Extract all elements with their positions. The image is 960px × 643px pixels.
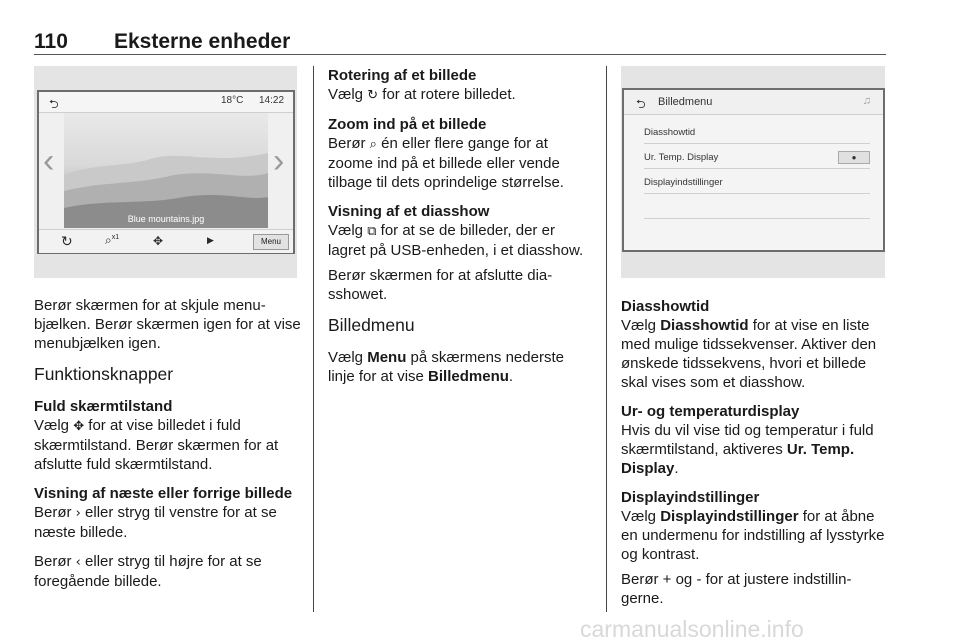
fullscreen-icon: ✥ [73,419,85,434]
mountains-image [64,113,268,228]
clock-temp-text: Hvis du vil vise tid og temperatur i fuld skærmtilstand, aktiveres Ur. Temp. Display. [621,422,874,477]
watermark: carmanualsonline.info [580,616,804,642]
section-title-funktionsknapper: Funktionsknapper [34,364,174,384]
rotate-icon: ↻ [367,88,379,103]
picture-menu-screenshot [621,66,885,278]
rotate-text: Vælg ↻ for at rotere billedet. [328,86,516,103]
photo [64,113,268,228]
rotate-icon[interactable]: ↻ [61,233,73,249]
photo-caption: Blue mountains.jpg [127,214,205,224]
display-frame [37,90,295,254]
back-icon[interactable]: ⮌ [636,97,646,111]
column-3 [621,297,889,618]
heading-slideshow: Visning af et diasshow [328,203,490,220]
play-icon[interactable]: ▶ [207,235,214,245]
page-header [34,30,886,52]
menu-text: Vælg Menu på skærmens nederste linje for at vise Billedmenu. [328,349,564,385]
zoom-icon[interactable]: ⌕$^{x1}$ [105,233,120,247]
column-2 [328,66,590,396]
clock: 14:22 [259,95,285,106]
heading-rotate: Rotering af et billede [328,67,477,84]
intro-text: Berør skærmen for at skjule menubjælken. Berør skærmen igen for at vise menubjælken igen. [34,297,301,352]
column-divider-right [606,66,607,612]
chevron-left-icon: ‹ [75,555,81,570]
heading-fullscreen: Fuld skærmtilstand [34,398,173,415]
menu-item-empty [644,197,870,219]
adjust-text: Berør + og - for at justere indstillingerne. [621,571,852,607]
prev-text: Berør ‹ eller stryg til højre for at se foregående billede. [34,553,262,590]
menu-button[interactable]: Menu [253,234,289,250]
column-divider-left [313,66,314,612]
next-text: Berør › eller stryg til venstre for at se næste billede. [34,504,277,541]
slideshow-text: Vælg ⧉ for at se de billeder, der er lagret på USB-enheden, i et diasshow. [328,222,584,259]
status-bar [39,92,293,113]
page-title: Eksterne enheder [114,30,291,53]
display-frame [622,88,885,252]
chevron-right-icon: › [75,506,81,521]
toggle-icon[interactable]: ● [838,151,870,164]
header-rule [34,54,886,55]
heading-diasshowtid: Diasshowtid [621,298,710,315]
page-number: 110 [34,30,68,53]
menu-item-displayindstillinger[interactable]: Displayindstillinger [644,172,870,194]
slideshow-icon: ⧉ [367,224,377,239]
section-title-billedmenu: Billedmenu [328,315,415,335]
heading-clock-temp: Ur- og temperaturdisplay [621,403,800,420]
chevron-left-icon[interactable]: ‹ [43,142,55,180]
menu-item-diasshowtid[interactable]: Diasshowtid [644,122,870,144]
heading-next-prev: Visning af næste eller forrige billede [34,485,293,502]
menu-title: Billedmenu [658,96,713,108]
menu-titlebar [624,90,883,115]
music-icon: ♫ [862,95,871,107]
temperature: 18°C [221,95,244,106]
photo-viewer-screenshot [34,66,297,278]
chevron-right-icon[interactable]: › [273,142,285,180]
column-1 [34,296,302,601]
slideshow-end-text: Berør skærmen for at afslutte diasshowet. [328,267,553,303]
zoom-text: Berør ⌕ én eller flere gange for at zoome ind på et billede eller vende tilbage til dets oprindelige størrelse. [328,135,564,191]
back-icon[interactable]: ⮌ [49,97,59,111]
heading-zoom: Zoom ind på et billede [328,116,487,133]
fullscreen-icon[interactable]: ✥ [153,234,164,248]
zoom-icon: ⌕ [369,137,377,152]
heading-display-settings: Displayindstillinger [621,489,760,506]
button-bar [39,229,293,253]
diasshowtid-text: Vælg Diasshowtid for at vise en liste med mulige tidssekvenser. Aktiver den ønskede tidssekvens, hvori et billede skal vises som et diasshow. [621,317,877,391]
fullscreen-text: Vælg ✥ for at vise billedet i fuld skærmtilstand. Berør skærmen for at afslutte fuld skærmtilstand. [34,417,279,473]
menu-item-ur-temp-display[interactable]: Ur. Temp. Display ● [644,147,870,169]
display-settings-text: Vælg Displayindstillinger for at åbne en undermenu for indstilling af lysstyrke og kontrast. [621,508,885,563]
